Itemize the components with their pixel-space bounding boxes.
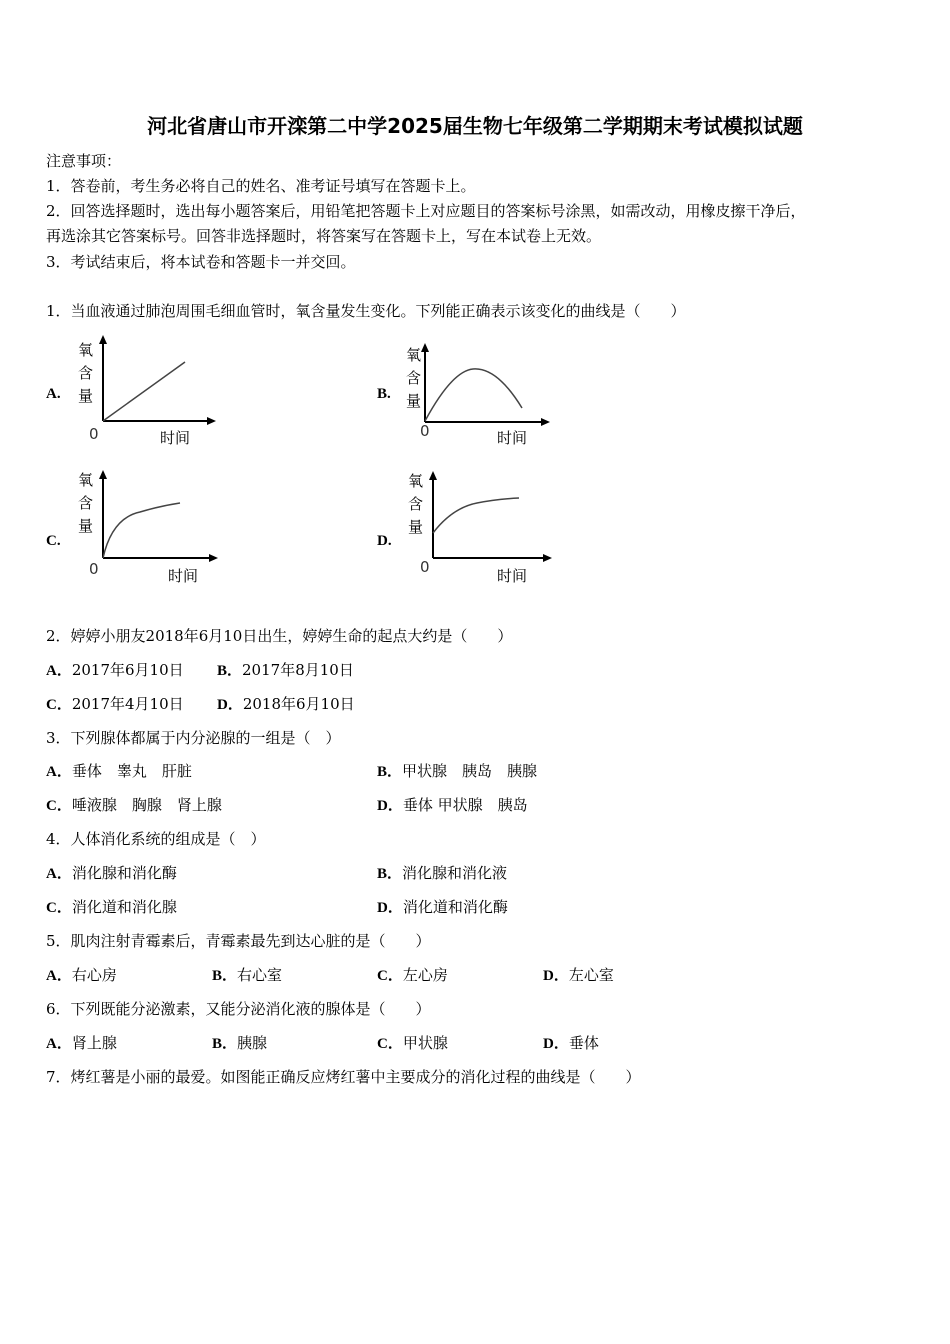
- option-a[interactable]: [46, 660, 184, 681]
- option-text: 消化腺和消化液: [402, 864, 508, 882]
- option-text: 甲状腺: [402, 1034, 448, 1052]
- option-a[interactable]: [46, 863, 177, 884]
- graph-option-b: [392, 335, 572, 460]
- x-axis-label: 时间: [160, 429, 191, 447]
- page-title: 河北省唐山市开滦第二中学2025届生物七年级第二学期期末考试模拟试题: [147, 114, 803, 138]
- option-label: C．: [46, 697, 72, 713]
- question-stem: 3．下列腺体都属于内分泌腺的一组是（ ）: [46, 729, 341, 747]
- option-text: 2018年6月10日: [242, 695, 355, 713]
- axes: [99, 470, 218, 562]
- x-axis-label: 时间: [497, 567, 528, 585]
- option-c[interactable]: [377, 965, 448, 986]
- graph-option-d: [392, 468, 572, 593]
- notice-item: 2．回答选择题时，选出每小题答案后，用铅笔把答题卡上对应题目的答案标号涂黑，如需改动，用橡皮擦干净后，: [46, 202, 806, 220]
- option-text: 消化道和消化腺: [71, 898, 177, 916]
- x-axis-label: 时间: [168, 567, 199, 585]
- option-label: C.: [46, 533, 61, 549]
- option-label: D.: [377, 533, 392, 549]
- question-stem: 4．人体消化系统的组成是（ ）: [46, 830, 266, 848]
- y-axis-label: 氧: [78, 471, 94, 489]
- question-stem: 5．肌肉注射青霉素后，青霉素最先到达心脏的是（ ）: [46, 932, 431, 950]
- option-label: B.: [377, 386, 391, 402]
- option-c[interactable]: [46, 897, 177, 918]
- curve-rise-fall: [425, 369, 522, 421]
- y-axis-label: 含: [78, 364, 94, 382]
- option-d[interactable]: [377, 897, 508, 918]
- option-label: C．: [377, 1036, 403, 1052]
- option-label: A．: [46, 866, 72, 882]
- option-text: 右心房: [71, 966, 117, 984]
- option-text: 左心室: [568, 966, 614, 984]
- notice-heading: 注意事项：: [46, 152, 122, 170]
- option-c[interactable]: [377, 1033, 448, 1054]
- option-label: B．: [217, 663, 243, 679]
- y-axis-label: 氧: [408, 472, 424, 490]
- graph-option-a: [70, 335, 250, 460]
- option-b[interactable]: [212, 965, 282, 986]
- option-a[interactable]: [46, 1033, 117, 1054]
- origin-label: 0: [420, 422, 430, 440]
- option-text: 垂体 睾丸 肝脏: [71, 762, 192, 780]
- notice-item: 1．答卷前，考生务必将自己的姓名、准考证号填写在答题卡上。: [46, 177, 476, 195]
- y-axis-label: 量: [78, 387, 94, 405]
- option-label: B．: [377, 764, 403, 780]
- notice-item: 再选涂其它答案标号。回答非选择题时，将答案写在答题卡上，写在本试卷上无效。: [46, 227, 602, 245]
- option-label: A．: [46, 968, 72, 984]
- option-a[interactable]: [46, 965, 117, 986]
- curve-offset-saturating: [433, 498, 519, 533]
- option-label: A．: [46, 1036, 72, 1052]
- axes: [421, 343, 550, 426]
- option-label: D．: [377, 900, 403, 916]
- option-text: 右心室: [237, 966, 283, 984]
- option-b[interactable]: [377, 761, 537, 782]
- option-label: B．: [212, 1036, 238, 1052]
- option-d[interactable]: [543, 1033, 599, 1054]
- option-text: 垂体: [568, 1034, 599, 1052]
- option-label: B．: [377, 866, 403, 882]
- option-c[interactable]: [46, 795, 222, 816]
- origin-label: 0: [89, 560, 99, 578]
- y-axis-label: 含: [408, 495, 424, 513]
- option-b[interactable]: [377, 863, 507, 884]
- option-label: C．: [46, 798, 72, 814]
- option-label: D．: [377, 798, 403, 814]
- option-d[interactable]: [543, 965, 614, 986]
- option-b[interactable]: [212, 1033, 267, 1054]
- curve-linear: [103, 362, 185, 421]
- option-a[interactable]: [46, 761, 192, 782]
- option-label: A．: [46, 663, 72, 679]
- question-stem: 6．下列既能分泌激素，又能分泌消化液的腺体是（ ）: [46, 1000, 431, 1018]
- y-axis-label: 氧: [406, 346, 422, 364]
- curve-fast-saturating: [103, 503, 180, 558]
- option-d[interactable]: [377, 795, 528, 816]
- graph-option-c: [70, 468, 250, 593]
- option-label: C．: [377, 968, 403, 984]
- option-text: 2017年8月10日: [242, 661, 354, 679]
- y-axis-label: 量: [408, 518, 424, 536]
- option-text: 垂体 甲状腺 胰岛: [402, 796, 528, 814]
- option-d[interactable]: [217, 694, 355, 715]
- option-b[interactable]: [217, 660, 354, 681]
- option-text: 左心房: [402, 966, 448, 984]
- x-axis-label: 时间: [497, 429, 528, 447]
- option-text: 甲状腺 胰岛 胰腺: [402, 762, 538, 780]
- option-label: C．: [46, 900, 72, 916]
- option-label: D．: [543, 968, 569, 984]
- option-label: A.: [46, 386, 61, 402]
- option-text: 2017年4月10日: [71, 695, 184, 713]
- option-label: A．: [46, 764, 72, 780]
- y-axis-label: 含: [78, 494, 94, 512]
- option-text: 唾液腺 胸腺 肾上腺: [71, 796, 222, 814]
- option-text: 肾上腺: [71, 1034, 117, 1052]
- option-text: 消化腺和消化酶: [71, 864, 177, 882]
- option-text: 消化道和消化酶: [402, 898, 508, 916]
- y-axis-label: 含: [406, 369, 422, 387]
- notice-item: 3．考试结束后，将本试卷和答题卡一并交回。: [46, 253, 356, 271]
- y-axis-label: 量: [406, 392, 422, 410]
- origin-label: 0: [89, 425, 99, 443]
- question-stem: 1．当血液通过肺泡周围毛细血管时，氧含量发生变化。下列能正确表示该变化的曲线是（ ）: [46, 302, 686, 320]
- question-stem: 2．婷婷小朋友2018年6月10日出生，婷婷生命的起点大约是（ ）: [46, 627, 513, 645]
- y-axis-label: 氧: [78, 341, 94, 359]
- axes: [429, 471, 552, 562]
- option-c[interactable]: [46, 694, 184, 715]
- origin-label: 0: [420, 558, 430, 576]
- option-text: 胰腺: [237, 1034, 268, 1052]
- question-stem: 7．烤红薯是小丽的最爱。如图能正确反应烤红薯中主要成分的消化过程的曲线是（ ）: [46, 1068, 641, 1086]
- option-text: 2017年6月10日: [71, 661, 184, 679]
- option-label: D．: [217, 697, 243, 713]
- option-label: D．: [543, 1036, 569, 1052]
- option-label: B．: [212, 968, 238, 984]
- y-axis-label: 量: [78, 517, 94, 535]
